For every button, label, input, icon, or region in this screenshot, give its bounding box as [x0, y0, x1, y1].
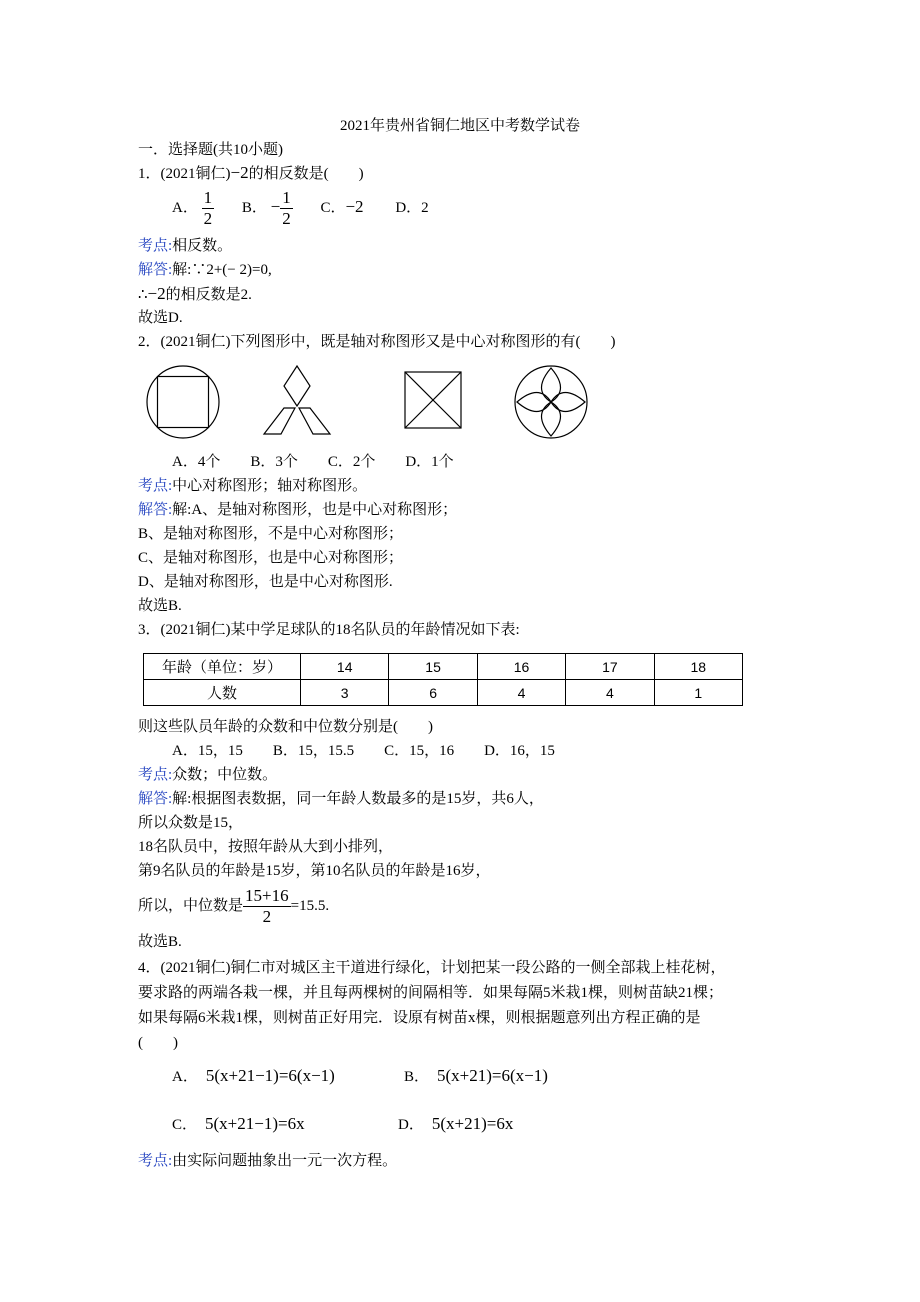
q3-median-fraction: $\frac{15+16}{2}$ — [245, 886, 289, 927]
q3-options: A．15，15 B．15，15.5 C．15，16 D．16，15 — [172, 743, 555, 759]
q4-stem-3: 如果每隔6米栽1棵，则树苗正好用完．设原有树苗x棵，则根据题意列出方程正确的是 — [138, 1010, 701, 1026]
q2-figure-d — [512, 364, 592, 444]
q4-stem-2: 要求路的两端各栽一棵，并且每两棵树的间隔相等．如果每隔5米栽1棵，则树苗缺21棵； — [138, 985, 724, 1001]
q4-option-a: A． 5(x+21−1)=6(x−1) — [172, 1066, 335, 1085]
q4-stem-1: 4．(2021铜仁)铜仁市对城区主干道进行绿化，计划把某一段公路的一侧全部栽上桂花树， — [138, 960, 726, 976]
q1-conclusion: 故选D. — [138, 310, 183, 326]
q2-jieda: 解答:解:A、是轴对称图形，也是中心对称图形； — [138, 502, 458, 518]
table-cell: 4 — [477, 680, 565, 706]
q2-conclusion: 故选B. — [138, 598, 182, 614]
q3-conclusion: 故选B. — [138, 934, 182, 950]
q3-line4: 第9名队员的年龄是15岁，第10名队员的年龄是16岁， — [138, 863, 491, 879]
table-cell: 16 — [477, 654, 565, 680]
table-cell: 4 — [566, 680, 654, 706]
q2-figures — [140, 364, 540, 444]
q4-option-d: D． 5(x+21)=6x — [398, 1114, 514, 1133]
q1-option-a-fraction: $\frac{1}{2}$ — [203, 188, 213, 229]
q3-line3: 18名队员中，按照年龄从大到小排列， — [138, 839, 394, 855]
q1-options: A． $\frac{1}{2}$ B． − $\frac{1}{2}$ C．−2 D．2 — [172, 188, 429, 229]
q2-stem: 2．(2021铜仁)下列图形中，既是轴对称图形又是中心对称图形的有( ) — [138, 334, 616, 350]
q2-kaodian: 考点:中心对称图形；轴对称图形。 — [138, 478, 368, 494]
q1-stem: 1．(2021铜仁)−2的相反数是( ) — [138, 163, 364, 182]
table-row — [144, 654, 743, 680]
q1-option-b-fraction: $\frac{1}{2}$ — [282, 188, 291, 229]
q2-line-c: C、是轴对称图形，也是中心对称图形； — [138, 550, 404, 566]
table-cell: 17 — [566, 654, 654, 680]
table-row — [144, 680, 743, 706]
q2-figure-c-square-diagonals — [405, 372, 461, 428]
q3-age-table — [143, 653, 743, 706]
q3-jieda: 解答:解:根据图表数据，同一年龄人数最多的是15岁，共6人， — [138, 791, 544, 807]
table-cell: 1 — [654, 680, 742, 706]
table-cell: 14 — [301, 654, 389, 680]
q2-options: A．4个 B．3个 C．2个 D．1个 — [172, 454, 454, 470]
q1-kaodian: 考点:相反数。 — [138, 238, 233, 254]
table-cell: 3 — [301, 680, 389, 706]
table-cell: 18 — [654, 654, 742, 680]
q2-line-d: D、是轴对称图形，也是中心对称图形. — [138, 574, 393, 590]
q3-stem: 3．(2021铜仁)某中学足球队的18名队员的年龄情况如下表: — [138, 622, 520, 638]
table-cell: 15 — [389, 654, 477, 680]
q3-question: 则这些队员年龄的众数和中位数分别是( ) — [138, 719, 433, 735]
q4-kaodian: 考点:由实际问题抽象出一元一次方程。 — [138, 1153, 398, 1169]
q4-option-b: B． 5(x+21)=6(x−1) — [404, 1066, 548, 1085]
q3-line2: 所以众数是15， — [138, 815, 244, 831]
q2-figure-b-three-rhombuses — [264, 366, 330, 434]
q2-line-b: B、是轴对称图形，不是中心对称图形； — [138, 526, 404, 542]
q1-line2: ∴−2的相反数是2. — [138, 284, 252, 303]
q3-kaodian: 考点:众数；中位数。 — [138, 767, 278, 783]
q2-figure-a-circle-square — [147, 366, 219, 438]
q4-stem-4: ( ) — [138, 1035, 178, 1051]
table-header-age: 年龄（单位：岁） — [144, 654, 301, 680]
q1-jieda: 解答:解:∵2+(− 2)=0, — [138, 262, 272, 278]
page-title: 2021年贵州省铜仁地区中考数学试卷 — [339, 118, 580, 134]
section-heading: 一．选择题(共10小题) — [138, 142, 283, 158]
q4-option-c: C． 5(x+21−1)=6x — [172, 1114, 305, 1133]
table-cell: 6 — [389, 680, 477, 706]
table-header-count: 人数 — [144, 680, 301, 706]
q3-median-line: 所以，中位数是 $\frac{15+16}{2}$ =15.5. — [138, 886, 330, 927]
